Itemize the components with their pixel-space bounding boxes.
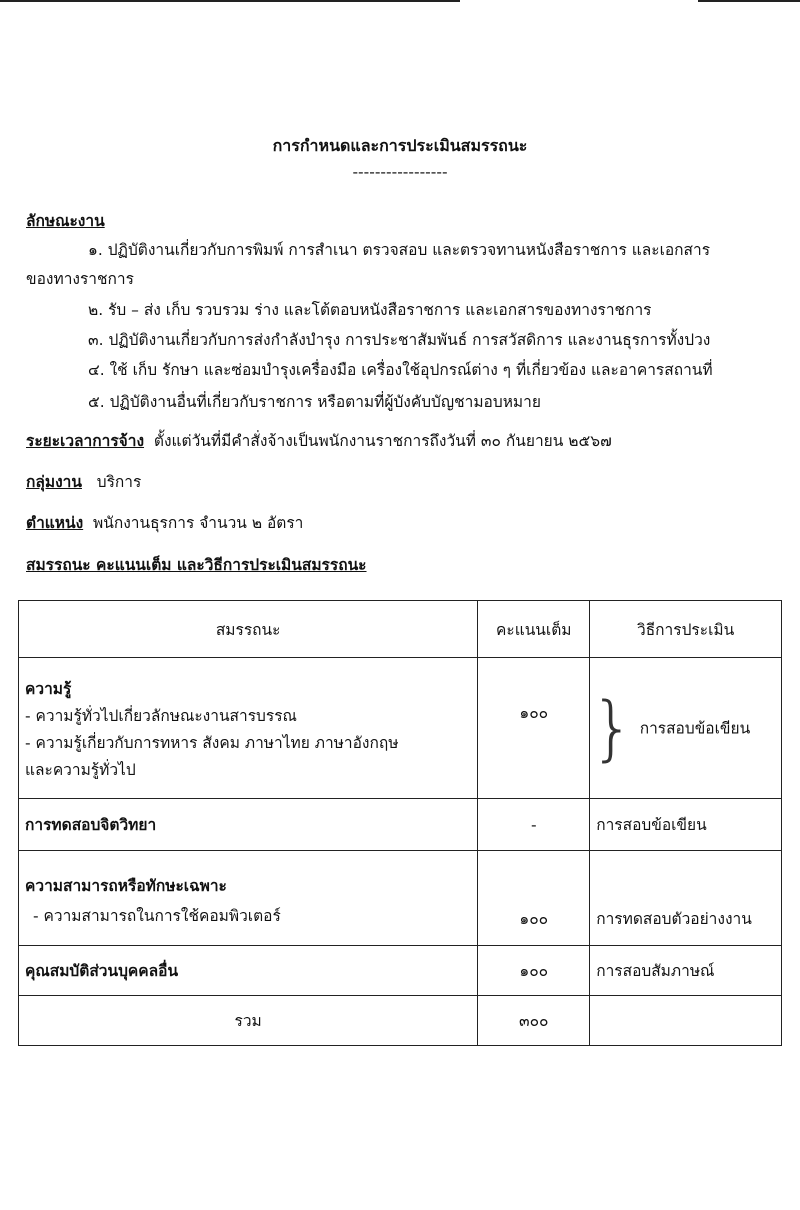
- competency-title: การทดสอบจิตวิทยา: [19, 799, 478, 851]
- method: การทดสอบตัวอย่างงาน: [590, 851, 782, 946]
- competency-title: ความสามารถหรือทักษะเฉพาะ: [25, 877, 227, 895]
- competency-title: คุณสมบัติส่วนบุคคลอื่น: [19, 946, 478, 996]
- method: การสอบสัมภาษณ์: [590, 946, 782, 996]
- job-item: ๓. ปฏิบัติงานเกี่ยวกับการส่งกำลังบำรุง การประชาสัมพันธ์ การสวัสดิการ และงานธุรการทั้งปวง: [88, 331, 711, 349]
- page-title: การกำหนดและการประเมินสมรรถนะ: [272, 136, 528, 155]
- job-item: ๒. รับ – ส่ง เก็บ รวบรวม ร่าง และโต้ตอบหนังสือราชการ และเอกสารของทางราชการ: [88, 301, 652, 319]
- score: ๑๐๐: [478, 946, 590, 996]
- competency-line: - ความรู้เกี่ยวกับการทหาร สังคม ภาษาไทย ภาษาอังกฤษ: [25, 734, 399, 752]
- job-group-value: บริการ: [96, 473, 142, 491]
- job-item: ๔. ใช้ เก็บ รักษา และซ่อมบำรุงเครื่องมือ เครื่องใช้อุปกรณ์ต่าง ๆ ที่เกี่ยวข้อง และอาคารสถานที่: [88, 361, 713, 379]
- table-row: [19, 799, 782, 851]
- competency-title: ความรู้: [25, 680, 72, 698]
- total-label: รวม: [19, 996, 478, 1046]
- job-group: [26, 469, 141, 494]
- job-item: ของทางราชการ: [26, 270, 134, 288]
- competency-table: [18, 600, 782, 1046]
- job-group-label: กลุ่มงาน: [26, 473, 82, 491]
- score: -: [478, 799, 590, 851]
- job-item: ๑. ปฏิบัติงานเกี่ยวกับการพิมพ์ การสำเนา ตรวจสอบ และตรวจทานหนังสือราชการ และเอกสาร: [88, 241, 711, 259]
- brace-icon: }: [590, 687, 635, 769]
- position: [26, 510, 303, 535]
- position-label: ตำแหน่ง: [26, 514, 84, 532]
- competency-line: - ความรู้ทั่วไปเกี่ยวลักษณะงานสารบรรณ: [25, 707, 297, 725]
- employment-period-value: ตั้งแต่วันที่มีคำสั่งจ้างเป็นพนักงานราชการถึงวันที่ ๓๐ กันยายน ๒๕๖๗: [153, 432, 612, 450]
- table-row: [19, 658, 782, 799]
- table-heading: สมรรถนะ คะแนนเต็ม และวิธีการประเมินสมรรถนะ: [26, 556, 367, 574]
- score: ๑๐๐: [478, 658, 590, 799]
- scan-border-line: [698, 0, 800, 2]
- header-method: วิธีการประเมิน: [590, 601, 782, 658]
- header-competency: สมรรถนะ: [19, 601, 478, 658]
- header-full-score: คะแนนเต็ม: [478, 601, 590, 658]
- table-row: [19, 946, 782, 996]
- table-header-row: [19, 601, 782, 658]
- scan-border-line: [0, 0, 460, 2]
- competency-line: และความรู้ทั่วไป: [25, 761, 136, 779]
- title-rule: -----------------: [352, 163, 448, 181]
- method: การสอบข้อเขียน: [590, 799, 782, 851]
- position-value: พนักงานธุรการ จำนวน ๒ อัตรา: [93, 514, 304, 532]
- method: การสอบข้อเขียน: [639, 719, 751, 738]
- competency-line: - ความสามารถในการใช้คอมพิวเตอร์: [33, 907, 281, 925]
- job-item: ๕. ปฏิบัติงานอื่นที่เกี่ยวกับราชการ หรือตามที่ผู้บังคับบัญชามอบหมาย: [88, 393, 541, 411]
- employment-period: [26, 428, 612, 453]
- job-nature-heading: ลักษณะงาน: [26, 212, 105, 230]
- score: ๑๐๐: [478, 851, 590, 946]
- total-score: ๓๐๐: [478, 996, 590, 1046]
- table-total-row: [19, 996, 782, 1046]
- employment-period-label: ระยะเวลาการจ้าง: [26, 432, 145, 450]
- table-row: [19, 851, 782, 946]
